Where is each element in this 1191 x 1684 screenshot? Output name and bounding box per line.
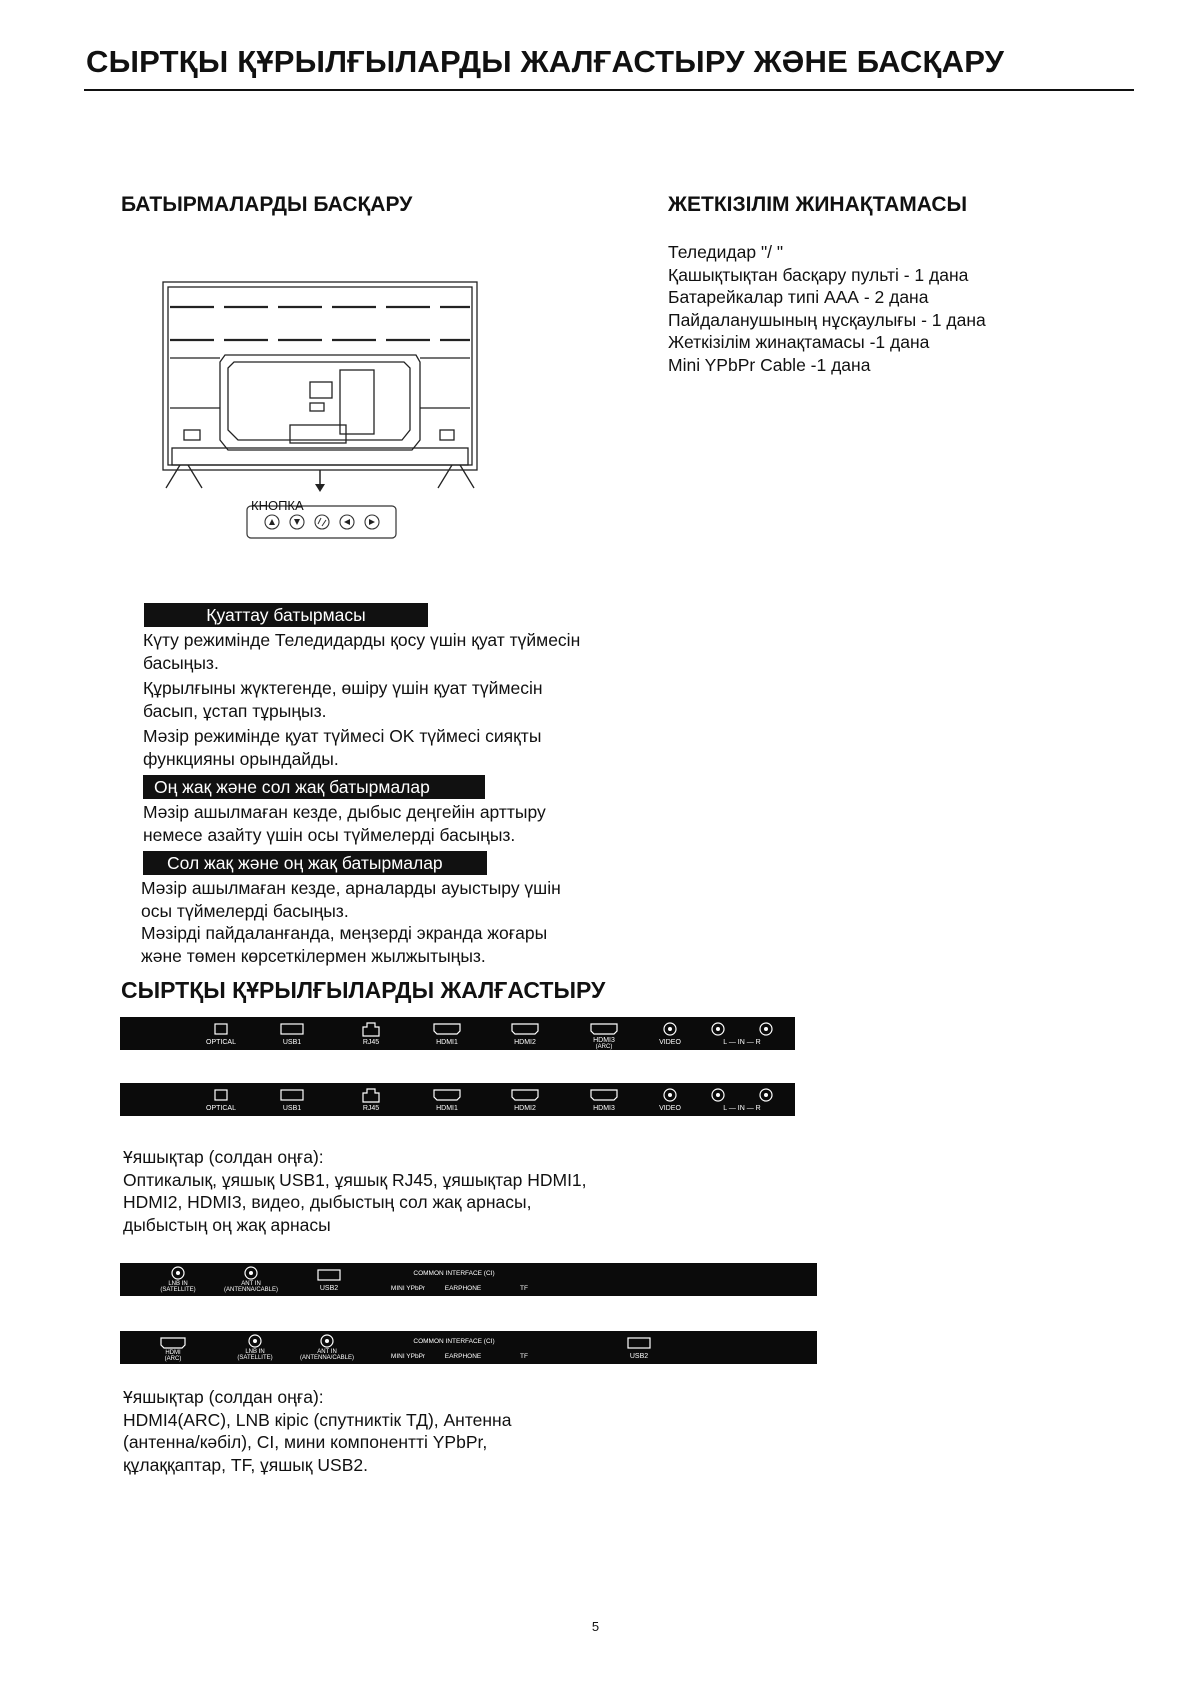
channel-buttons-label: Сол жақ және оң жақ батырмалар — [143, 851, 487, 875]
button-label: КНОПКА — [251, 498, 304, 513]
rj45-port-icon — [361, 1087, 381, 1103]
port-label: HDMI2 — [514, 1105, 536, 1112]
kit-list — [668, 241, 986, 376]
port-label: MINI YPbPr — [390, 1285, 426, 1292]
text-line: Мәзір режимінде қуат түймесі OK түймесі сияқты — [143, 726, 542, 746]
port-label: ANT IN — [317, 1349, 337, 1355]
text-line: Мәзірді пайдаланғанда, меңзерді экранда жоғары — [141, 923, 548, 943]
volume-buttons-description — [143, 801, 663, 846]
audio-right-jack-icon — [759, 1088, 773, 1102]
port-label: LNB IN — [245, 1349, 265, 1355]
lnb-jack-icon — [171, 1266, 185, 1280]
port-label: COMMON INTERFACE (CI) — [413, 1270, 495, 1277]
text-line: Құрылғыны жүктегенде, өшіру үшін қуат түймесін — [143, 678, 543, 698]
title-divider — [84, 89, 1134, 91]
hdmi-port-icon — [590, 1023, 618, 1035]
hdmi-port-icon — [511, 1089, 539, 1101]
text-line: (антенна/кәбіл), CI, мини компонентті YPbPr, — [123, 1432, 488, 1452]
audio-right-jack-icon — [759, 1022, 773, 1036]
lnb-jack-icon — [248, 1334, 262, 1348]
power-button-description — [143, 629, 663, 770]
kit-heading: ЖЕТКІЗІЛІМ ЖИНАҚТАМАСЫ — [668, 193, 968, 216]
usb-port-icon — [280, 1023, 304, 1035]
port-label: VIDEO — [659, 1105, 681, 1112]
port-sublabel: (SATELLITE) — [237, 1355, 273, 1361]
port-label: MINI YPbPr — [390, 1353, 426, 1360]
hdmi-port-icon — [433, 1023, 461, 1035]
port-label: LNB IN — [168, 1281, 188, 1287]
port-label: EARPHONE — [444, 1353, 482, 1360]
port-label: USB1 — [282, 1105, 302, 1112]
port-label: L — IN — R — [723, 1039, 761, 1046]
port-label: HDMI2 — [514, 1039, 536, 1046]
ports-description-2 — [123, 1386, 743, 1476]
port-label: COMMON INTERFACE (CI) — [413, 1338, 495, 1345]
kit-item: Қашықтықтан басқару пульті - 1 дана — [668, 264, 969, 285]
kit-item: Mini YPbPr Cable -1 дана — [668, 354, 871, 375]
text-line: басыңыз. — [143, 652, 219, 673]
text-line: және төмен көрсеткілермен жылжытыңыз. — [141, 945, 486, 966]
text-line: HDMI2, HDMI3, видео, дыбыстың сол жақ арнасы, — [123, 1192, 532, 1212]
text-line: Мәзір ашылмаған кезде, арналарды ауыстыру үшін — [141, 878, 561, 898]
port-label: EARPHONE — [444, 1285, 482, 1292]
text-line: дыбыстың оң жақ арнасы — [123, 1214, 331, 1235]
port-label: USB2 — [629, 1353, 649, 1360]
buttons-heading: БАТЫРМАЛАРДЫ БАСҚАРУ — [121, 193, 413, 216]
page-title: СЫРТҚЫ ҚҰРЫЛҒЫЛАРДЫ ЖАЛҒАСТЫРУ ЖӘНЕ БАСҚАРУ — [86, 44, 1005, 79]
port-panel-1 — [120, 1017, 795, 1050]
text-line: Ұяшықтар (солдан оңға): — [123, 1387, 324, 1407]
volume-buttons-label: Оң жақ және сол жақ батырмалар — [143, 775, 485, 799]
connect-heading: СЫРТҚЫ ҚҰРЫЛҒЫЛАРДЫ ЖАЛҒАСТЫРУ — [121, 977, 606, 1003]
port-label: OPTICAL — [206, 1039, 236, 1046]
video-jack-icon — [663, 1088, 677, 1102]
port-label: VIDEO — [659, 1039, 681, 1046]
rj45-port-icon — [361, 1021, 381, 1037]
port-label: OPTICAL — [206, 1105, 236, 1112]
hdmi-port-icon — [433, 1089, 461, 1101]
port-label: HDMI3 — [593, 1105, 615, 1112]
text-line: Оптикалық, ұяшық USB1, ұяшық RJ45, ұяшықтар HDMI1, — [123, 1169, 587, 1190]
port-label: ANT IN — [241, 1281, 261, 1287]
port-label: TF — [520, 1285, 528, 1292]
port-sublabel: (SATELLITE) — [160, 1287, 196, 1293]
usb-port-icon — [627, 1337, 651, 1349]
port-label: L — IN — R — [723, 1105, 761, 1112]
port-label: HDMI1 — [436, 1039, 458, 1046]
video-jack-icon — [663, 1022, 677, 1036]
port-sublabel: (ANTENNA/CABLE) — [223, 1287, 279, 1293]
usb-port-icon — [280, 1089, 304, 1101]
hdmi-port-icon — [590, 1089, 618, 1101]
port-label: HDMI — [165, 1350, 181, 1356]
port-label: HDMI1 — [436, 1105, 458, 1112]
port-label: USB1 — [282, 1039, 302, 1046]
antenna-jack-icon — [320, 1334, 334, 1348]
hdmi-port-icon — [511, 1023, 539, 1035]
port-label: HDMI3 — [593, 1037, 615, 1044]
audio-left-jack-icon — [711, 1088, 725, 1102]
text-line: немесе азайту үшін осы түймелерді басыңыз. — [143, 824, 516, 845]
text-line: функцияны орындайды. — [143, 748, 339, 769]
audio-left-jack-icon — [711, 1022, 725, 1036]
channel-buttons-description — [141, 877, 661, 967]
port-sublabel: (ARC) — [164, 1356, 182, 1362]
port-sublabel: (ANTENNA/CABLE) — [299, 1355, 355, 1361]
text-line: құлаққаптар, TF, ұяшық USB2. — [123, 1454, 368, 1475]
port-label: RJ45 — [362, 1039, 380, 1046]
port-label: RJ45 — [362, 1105, 380, 1112]
kit-item: Теледидар "/ " — [668, 242, 784, 262]
text-line: осы түймелерді басыңыз. — [141, 900, 349, 921]
port-label: TF — [520, 1353, 528, 1360]
optical-port-icon — [214, 1089, 228, 1101]
port-sublabel: (ARC) — [595, 1044, 613, 1050]
kit-item: Батарейкалар типі ААА - 2 дана — [668, 287, 929, 307]
hdmi-port-icon — [160, 1337, 186, 1349]
power-button-label: Қуаттау батырмасы — [144, 603, 428, 627]
antenna-jack-icon — [244, 1266, 258, 1280]
usb-port-icon — [317, 1269, 341, 1281]
text-line: басып, ұстап тұрыңыз. — [143, 700, 327, 721]
kit-item: Пайдаланушының нұсқаулығы - 1 дана — [668, 309, 986, 330]
optical-port-icon — [214, 1023, 228, 1035]
text-line: Мәзір ашылмаған кезде, дыбыс деңгейін арттыру — [143, 802, 546, 822]
kit-item: Жеткізілім жинақтамасы -1 дана — [668, 332, 930, 352]
port-label: USB2 — [319, 1285, 339, 1292]
port-panel-2 — [120, 1083, 795, 1116]
text-line: HDMI4(ARC), LNB кіріс (спутниктік ТД), Антенна — [123, 1409, 512, 1430]
text-line: Күту режимінде Теледидарды қосу үшін қуат түймесін — [143, 630, 581, 650]
ports-description-1 — [123, 1146, 743, 1236]
tv-back-diagram — [150, 280, 490, 570]
port-panel-3 — [120, 1263, 817, 1296]
text-line: Ұяшықтар (солдан оңға): — [123, 1147, 324, 1167]
page-number: 5 — [591, 1619, 600, 1634]
port-panel-4 — [120, 1331, 817, 1364]
